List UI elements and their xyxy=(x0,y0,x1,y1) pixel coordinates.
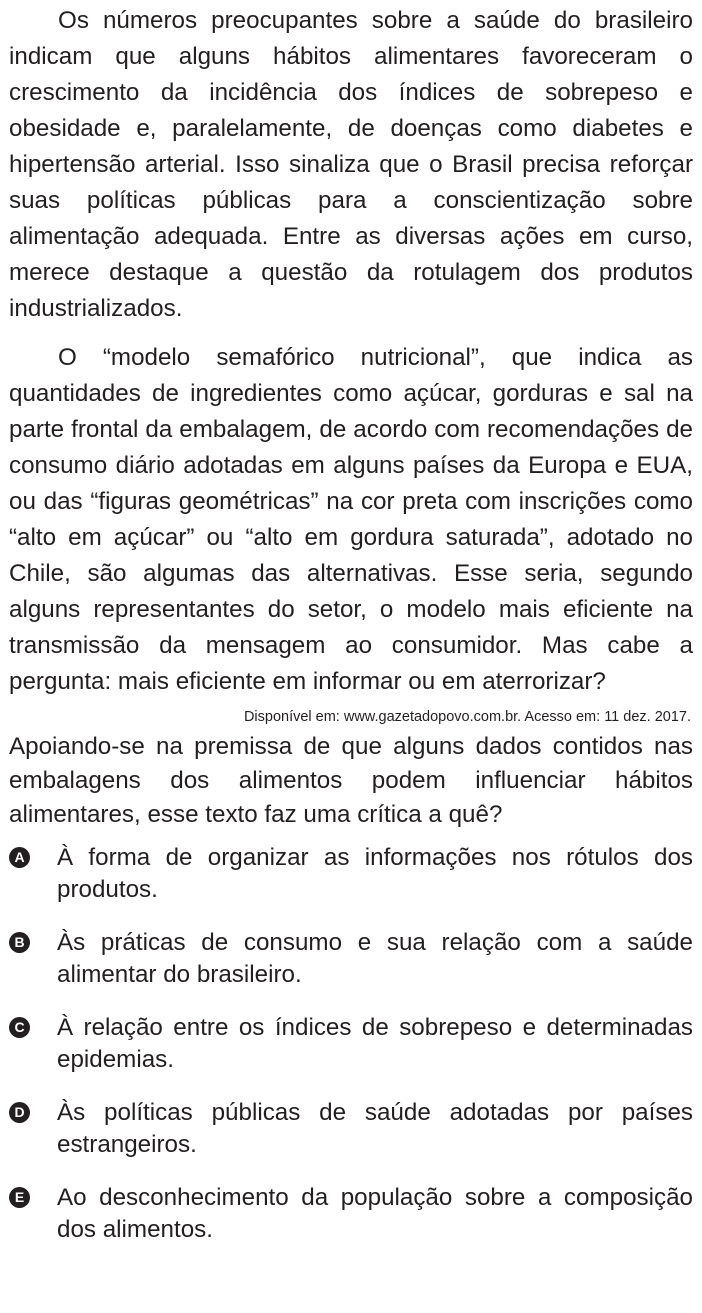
option-c-text: À relação entre os índices de sobrepeso e determinadas epidemias. xyxy=(57,1014,693,1073)
option-e[interactable] xyxy=(9,1182,693,1246)
option-a-text: À forma de organizar as informações nos rótulos dos produtos. xyxy=(57,844,693,903)
option-b[interactable] xyxy=(9,927,693,991)
option-d-text: Às políticas públicas de saúde adotadas por países estrangeiros. xyxy=(57,1099,693,1158)
option-e-text: Ao desconhecimento da população sobre a composição dos alimentos. xyxy=(57,1184,693,1243)
answer-options xyxy=(9,842,693,1246)
source-citation: Disponível em: www.gazetadopovo.com.br. Acesso em: 11 dez. 2017. xyxy=(243,709,691,725)
option-e-letter-badge: E xyxy=(9,1187,30,1208)
option-d-letter-badge: D xyxy=(9,1102,30,1123)
passage-paragraph-2: O “modelo semafórico nutricional”, que indica as quantidades de ingredientes como açúcar, gorduras e sal na parte frontal da embalagem, de acordo com recomendações de consumo diário adotadas em alguns países da Europa e EUA, ou das “figuras geométricas” na cor preta com inscrições como “alto em açúcar” ou “alto em gordura saturada”, adotado no Chile, são algumas das alternativas. Esse seria, segundo alguns representantes do setor, o modelo mais eficiente na transmissão da mensagem ao consumidor. Mas cabe a pergunta: mais eficiente em informar ou em aterrorizar? xyxy=(9,344,693,695)
question-stem: Apoiando-se na premissa de que alguns dados contidos nas embalagens dos alimentos podem influenciar hábitos alimentares, esse texto faz uma crítica a quê? xyxy=(9,733,693,828)
option-b-text: Às práticas de consumo e sua relação com a saúde alimentar do brasileiro. xyxy=(57,929,693,988)
option-b-letter-badge: B xyxy=(9,932,30,953)
option-d[interactable] xyxy=(9,1097,693,1161)
option-c-letter-badge: C xyxy=(9,1017,30,1038)
option-a-letter-badge: A xyxy=(9,847,30,868)
option-c[interactable] xyxy=(9,1012,693,1076)
option-a[interactable] xyxy=(9,842,693,906)
passage-paragraph-1: Os números preocupantes sobre a saúde do brasileiro indicam que alguns hábitos alimentares favoreceram o crescimento da incidência dos índices de sobrepeso e obesidade e, paralelamente, de doenças como diabetes e hipertensão arterial. Isso sinaliza que o Brasil precisa reforçar suas políticas públicas para a conscientização sobre alimentação adequada. Entre as diversas ações em curso, merece destaque a questão da rotulagem dos produtos industrializados. xyxy=(9,7,693,322)
passage xyxy=(9,3,693,726)
